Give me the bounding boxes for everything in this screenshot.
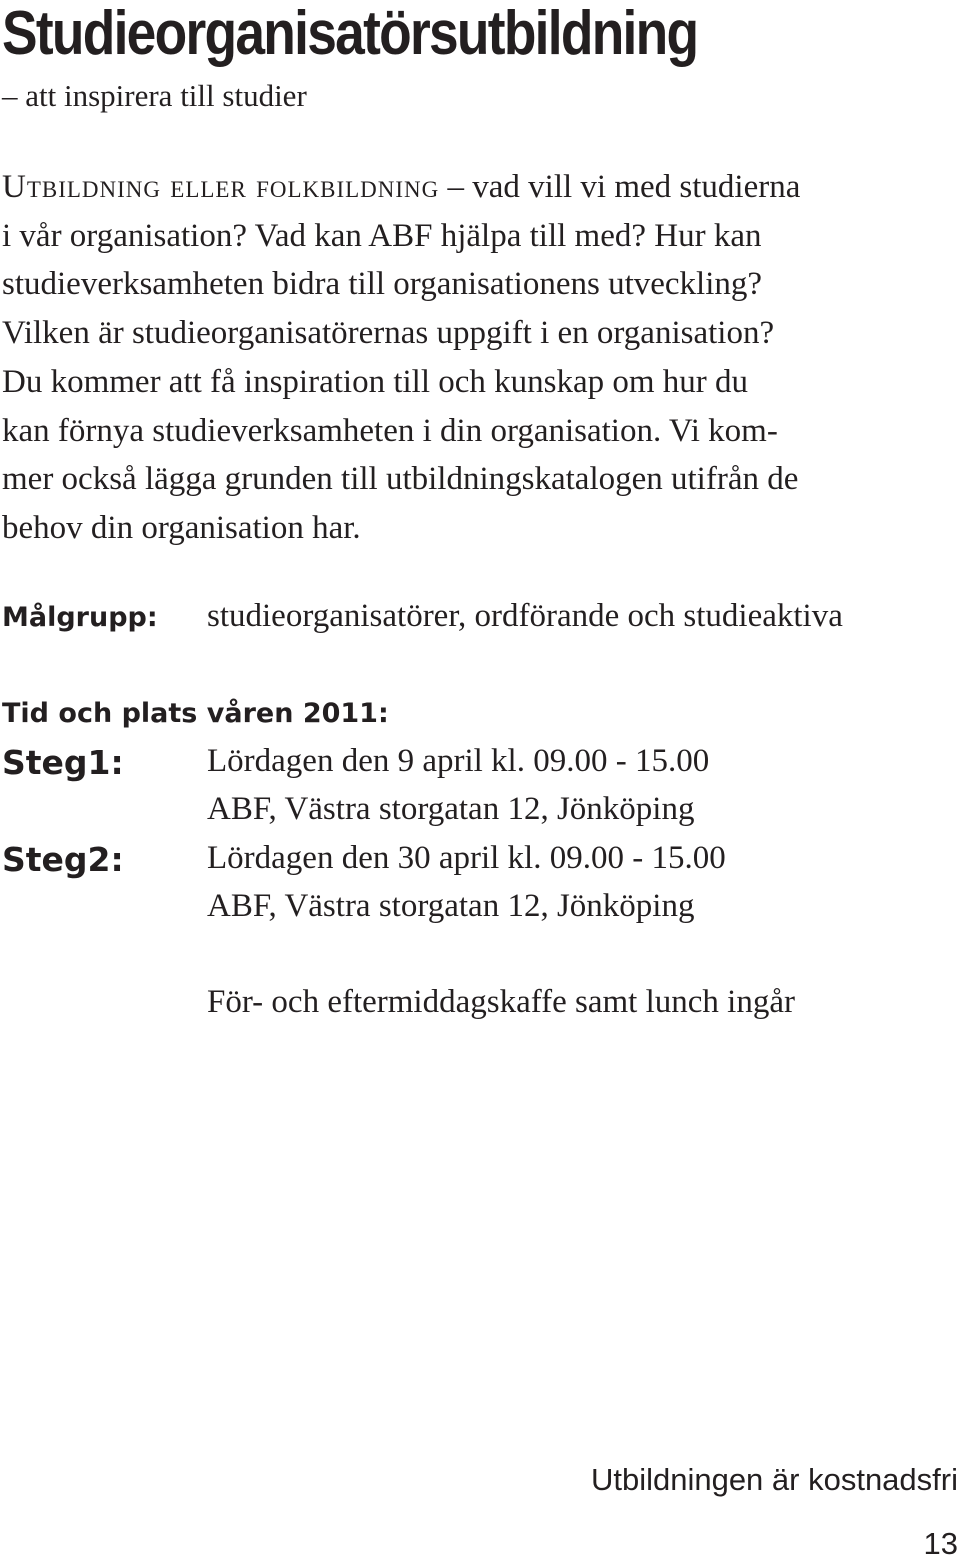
intro-line: mer också lägga grunden till utbildningskatalogen utifrån de [2,461,799,498]
intro-line-text: – vad vill vi med studierna [439,169,801,205]
step2-date: Lördagen den 30 april kl. 09.00 - 15.00 [207,840,726,876]
target-group-label: Målgrupp: [2,602,158,633]
page-number: 13 [923,1526,958,1561]
intro-line: kan förnya studieverksamheten i din organisation. Vi kom- [2,412,778,449]
intro-lead: Utbildning eller folkbildning [2,169,440,205]
schedule-heading: Tid och plats våren 2011: [2,698,389,729]
page-title: Studieorganisatörsutbildning [2,0,698,68]
step2-place: ABF, Västra storgatan 12, Jönköping [207,888,695,924]
intro-line: studieverksamheten bidra till organisationens utveckling? [2,266,763,303]
step1-label: Steg1: [2,743,124,782]
step1-date: Lördagen den 9 april kl. 09.00 - 15.00 [207,743,710,779]
target-group-value: studieorganisatörer, ordförande och studieaktiva [207,598,843,634]
intro-line: i vår organisation? Vad kan ABF hjälpa till med? Hur kan [2,217,762,254]
intro-line [2,163,960,212]
step1-place: ABF, Västra storgatan 12, Jönköping [207,791,695,827]
intro-line: behov din organisation har. [2,509,361,546]
schedule-note: För- och eftermiddagskaffe samt lunch ingår [207,984,795,1020]
subtitle: – att inspirera till studier [2,78,307,113]
step2-label: Steg2: [2,840,124,879]
footer-note: Utbildningen är kostnadsfri [590,1462,958,1497]
intro-line: Du kommer att få inspiration till och kunskap om hur du [2,363,749,400]
intro-line: Vilken är studieorganisatörernas uppgift i en organisation? [2,315,775,352]
intro-paragraph [2,163,960,553]
